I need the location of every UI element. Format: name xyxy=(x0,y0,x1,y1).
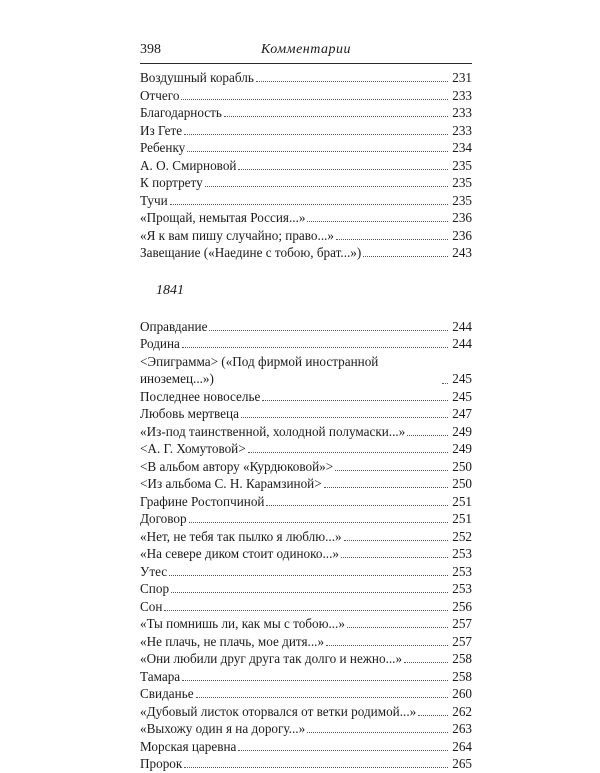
toc-entry xyxy=(140,157,472,175)
toc-entry-page: 265 xyxy=(452,756,472,771)
toc-entry xyxy=(140,139,472,157)
toc-leader-dots xyxy=(256,81,448,82)
toc-entry-title: «Я к вам пишу случайно; право...» xyxy=(140,227,335,243)
toc-entry xyxy=(140,192,472,210)
toc-entry-title: К портрету xyxy=(140,175,203,190)
toc-leader-dots xyxy=(196,697,448,698)
toc-entry xyxy=(140,244,472,262)
toc-entry-page: 253 xyxy=(452,546,472,561)
toc-entry-title: Благодарность xyxy=(140,105,222,120)
toc-entry-title: «Дубовый листок оторвался от ветки родимой...» xyxy=(140,703,417,719)
toc-leader-dots xyxy=(404,662,448,663)
toc-entry xyxy=(140,335,472,353)
toc-entry-page: 233 xyxy=(452,87,472,103)
toc-entry xyxy=(140,545,472,563)
toc-entry-page: 260 xyxy=(452,686,472,701)
toc-leader-dots xyxy=(336,239,448,240)
toc-entry xyxy=(140,633,472,651)
page-number: 398 xyxy=(140,42,161,57)
toc-entry xyxy=(140,318,472,336)
toc-entry xyxy=(140,87,472,105)
page-header xyxy=(140,40,472,60)
toc-entry-page: 253 xyxy=(452,581,472,596)
toc-entry xyxy=(140,475,472,493)
toc-entry-title: <Эпиграмма> («Под фирмой иностранной иноземец...») xyxy=(140,353,379,386)
toc-entry xyxy=(140,738,472,756)
toc-entry xyxy=(140,703,472,721)
toc-leader-dots xyxy=(324,487,448,488)
toc-entry-title: Сон xyxy=(140,598,163,614)
toc-entry xyxy=(140,458,472,476)
toc-entry-title: «На севере диком стоит одиноко...» xyxy=(140,546,339,561)
toc-entry-title: Договор xyxy=(140,511,187,526)
toc-entry-page: 251 xyxy=(452,493,472,509)
toc-entry xyxy=(140,104,472,122)
toc-entry-title: А. О. Смирновой xyxy=(140,157,237,173)
toc-entry-title: Графине Ростопчиной xyxy=(140,493,265,509)
toc-entry xyxy=(140,423,472,441)
toc-entry xyxy=(140,720,472,738)
toc-entry-title: Последнее новоселье xyxy=(140,388,261,404)
toc-entry-title: «Не плачь, не плачь, мое дитя...» xyxy=(140,633,325,649)
toc-entry-title: Отчего xyxy=(140,87,180,103)
header-rule xyxy=(140,63,472,64)
toc-leader-dots xyxy=(418,715,448,716)
toc-entry-title: Свиданье xyxy=(140,686,194,701)
toc-leader-dots xyxy=(182,680,448,681)
toc-entry-title: «Ты помнишь ли, как мы с тобою...» xyxy=(140,616,345,631)
toc-entry-page: 257 xyxy=(452,616,472,631)
toc-entry-title: <А. Г. Хомутовой> xyxy=(140,441,246,456)
toc-entry-page: 233 xyxy=(452,122,472,138)
toc-leader-dots xyxy=(347,627,448,628)
toc-entry xyxy=(140,122,472,140)
toc-entry-page: 244 xyxy=(452,336,472,351)
toc-leader-dots xyxy=(335,470,448,471)
toc-entry xyxy=(140,493,472,511)
toc-entry-title: «Они любили друг друга так долго и нежно...» xyxy=(140,651,403,666)
toc-entry-title: Воздушный корабль xyxy=(140,70,254,85)
toc-leader-dots xyxy=(407,435,448,436)
toc-entry xyxy=(140,598,472,616)
toc-entry-title: Ребенку xyxy=(140,140,186,155)
toc-leader-dots xyxy=(182,347,448,348)
toc-entry xyxy=(140,227,472,245)
toc-entry-page: 250 xyxy=(452,476,472,491)
toc-entry-page: 236 xyxy=(452,210,472,225)
toc-entry-title: Спор xyxy=(140,581,170,596)
toc-leader-dots xyxy=(187,151,448,152)
toc-entry xyxy=(140,528,472,546)
toc-leader-dots xyxy=(184,134,448,135)
toc-entry-title: Пророк xyxy=(140,756,183,771)
toc-entry-title: Тамара xyxy=(140,668,181,684)
toc-entry xyxy=(140,685,472,703)
toc-entry-title: «Из-под таинственной, холодной полумаски...» xyxy=(140,423,406,439)
toc-entry xyxy=(140,563,472,581)
toc-entry-page: 247 xyxy=(452,406,472,421)
toc-entry xyxy=(140,440,472,458)
toc-entry-page: 245 xyxy=(452,371,472,386)
toc-section-2 xyxy=(140,318,472,773)
toc-leader-dots xyxy=(307,732,448,733)
toc-entry-page: 264 xyxy=(452,738,472,754)
toc-entry-title: «Прощай, немытая Россия...» xyxy=(140,210,306,225)
toc-entry-title: Из Гете xyxy=(140,122,183,138)
toc-leader-dots xyxy=(307,221,448,222)
toc-leader-dots xyxy=(224,116,448,117)
toc-entry xyxy=(140,755,472,773)
toc-entry-page: 235 xyxy=(452,192,472,208)
toc-entry xyxy=(140,405,472,423)
toc-entry-page: 245 xyxy=(452,388,472,404)
toc-leader-dots xyxy=(248,452,448,453)
toc-entry-page: 253 xyxy=(452,563,472,579)
toc-entry-title: Тучи xyxy=(140,192,168,208)
toc-leader-dots xyxy=(164,610,448,611)
toc-leader-dots xyxy=(326,645,448,646)
toc-entry xyxy=(140,650,472,668)
toc-leader-dots xyxy=(184,767,448,768)
toc-leader-dots xyxy=(344,540,448,541)
toc-entry xyxy=(140,174,472,192)
toc-leader-dots xyxy=(266,505,448,506)
toc-entry xyxy=(140,668,472,686)
toc-leader-dots xyxy=(442,383,448,384)
toc-entry-page: 231 xyxy=(452,70,472,85)
toc-entry-page: 251 xyxy=(452,511,472,526)
toc-entry xyxy=(140,388,472,406)
toc-leader-dots xyxy=(341,557,448,558)
toc-entry-page: 258 xyxy=(452,668,472,684)
toc-entry-title: Любовь мертвеца xyxy=(140,406,239,421)
toc-leader-dots xyxy=(238,169,448,170)
toc-entry-page: 243 xyxy=(452,245,472,260)
toc-entry-title: Завещание («Наедине с тобою, брат...») xyxy=(140,245,362,260)
toc-entry-page: 263 xyxy=(452,721,472,736)
section-year-heading: 1841 xyxy=(156,282,184,298)
toc-entry xyxy=(140,69,472,87)
toc-entry-title: «Нет, не тебя так пылко я люблю...» xyxy=(140,528,342,544)
toc-leader-dots xyxy=(209,330,448,331)
toc-entry-page: 249 xyxy=(452,423,472,439)
toc-entry-page: 235 xyxy=(452,157,472,173)
toc-entry-title: Морская царевна xyxy=(140,738,237,754)
toc-entry-page: 250 xyxy=(452,458,472,474)
toc-entry xyxy=(140,353,472,388)
running-title: Комментарии xyxy=(260,42,352,57)
toc-entry-page: 252 xyxy=(452,528,472,544)
toc-leader-dots xyxy=(169,575,448,576)
toc-entry-page: 262 xyxy=(452,703,472,719)
toc-entry-page: 236 xyxy=(452,227,472,243)
toc-entry-title: <В альбом автору «Курдюковой»> xyxy=(140,458,334,474)
toc-entry xyxy=(140,580,472,598)
toc-entry-page: 249 xyxy=(452,441,472,456)
toc-entry-title: Оправдание xyxy=(140,318,208,334)
toc-entry-title: «Выхожу один я на дорогу...» xyxy=(140,721,306,736)
toc-section-1 xyxy=(140,69,472,262)
toc-entry-title: Родина xyxy=(140,336,180,351)
toc-leader-dots xyxy=(205,186,448,187)
toc-entry-title: <Из альбома С. Н. Карамзиной> xyxy=(140,476,322,491)
toc-entry-page: 235 xyxy=(452,175,472,190)
toc-leader-dots xyxy=(171,592,448,593)
toc-entry-page: 233 xyxy=(452,105,472,120)
toc-leader-dots xyxy=(262,400,448,401)
toc-entry-page: 257 xyxy=(452,633,472,649)
toc-leader-dots xyxy=(363,256,448,257)
toc-entry-page: 244 xyxy=(452,318,472,334)
toc-entry xyxy=(140,615,472,633)
toc-entry-page: 256 xyxy=(452,598,472,614)
toc-entry-page: 234 xyxy=(452,140,472,155)
toc-entry-page: 258 xyxy=(452,651,472,666)
toc-leader-dots xyxy=(181,99,448,100)
toc-entry xyxy=(140,510,472,528)
document-page xyxy=(140,40,472,773)
toc-entry-title: Утес xyxy=(140,563,168,579)
toc-leader-dots xyxy=(241,417,448,418)
toc-leader-dots xyxy=(170,204,448,205)
toc-leader-dots xyxy=(189,522,448,523)
toc-entry xyxy=(140,209,472,227)
